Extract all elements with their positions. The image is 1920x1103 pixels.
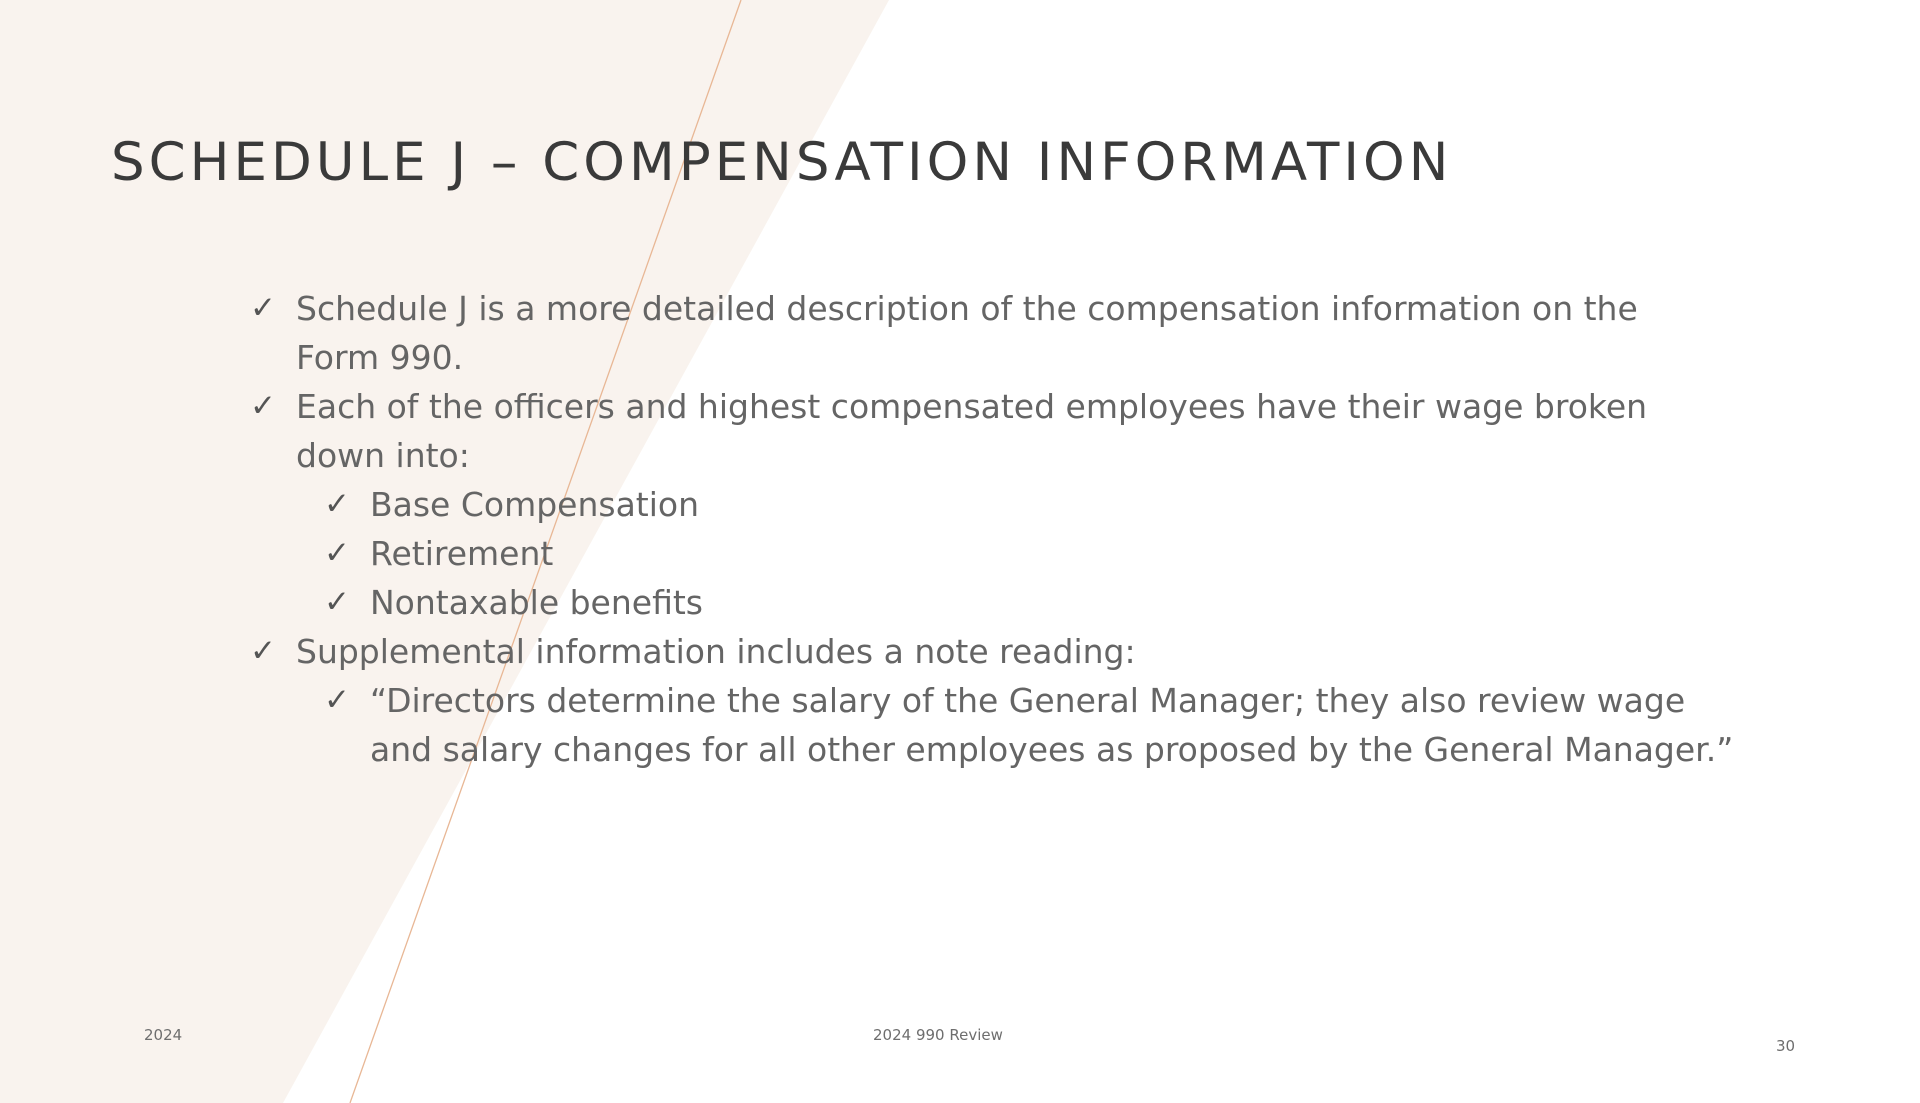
bullet-item <box>245 284 1726 382</box>
bullet-text: Schedule J is a more detailed description of the compensation information on the Form 990. <box>296 289 1638 377</box>
bullet-text: Supplemental information includes a note reading: <box>296 632 1136 671</box>
bullet-item <box>245 529 1665 578</box>
bullet-text: “Directors determine the salary of the General Manager; they also review wage and salary changes for all other employees as proposed by the General Manager.” <box>370 681 1734 769</box>
slide-title: SCHEDULE J – COMPENSATION INFORMATION <box>111 132 1453 193</box>
bullet-text: Each of the officers and highest compensated employees have their wage broken down into: <box>296 387 1648 475</box>
bullet-text: Nontaxable benefits <box>370 583 703 622</box>
checkmark-icon: ✓ <box>324 535 350 571</box>
checkmark-icon: ✓ <box>250 290 276 326</box>
bullet-item <box>245 578 1665 627</box>
bullet-item <box>245 480 1665 529</box>
footer-date: 2024 <box>144 1026 183 1044</box>
checkmark-icon: ✓ <box>324 486 350 522</box>
checkmark-icon: ✓ <box>250 388 276 424</box>
footer-title: 2024 990 Review <box>873 1026 1003 1044</box>
page-number: 30 <box>1776 1037 1796 1055</box>
checkmark-icon: ✓ <box>324 584 350 620</box>
bullet-text: Base Compensation <box>370 485 700 524</box>
bullet-list <box>245 284 1734 774</box>
checkmark-icon: ✓ <box>250 633 276 669</box>
bullet-item <box>245 676 1750 774</box>
checkmark-icon: ✓ <box>324 682 350 718</box>
bullet-item <box>245 627 1665 676</box>
bullet-item <box>245 382 1656 480</box>
bullet-text: Retirement <box>370 534 554 573</box>
